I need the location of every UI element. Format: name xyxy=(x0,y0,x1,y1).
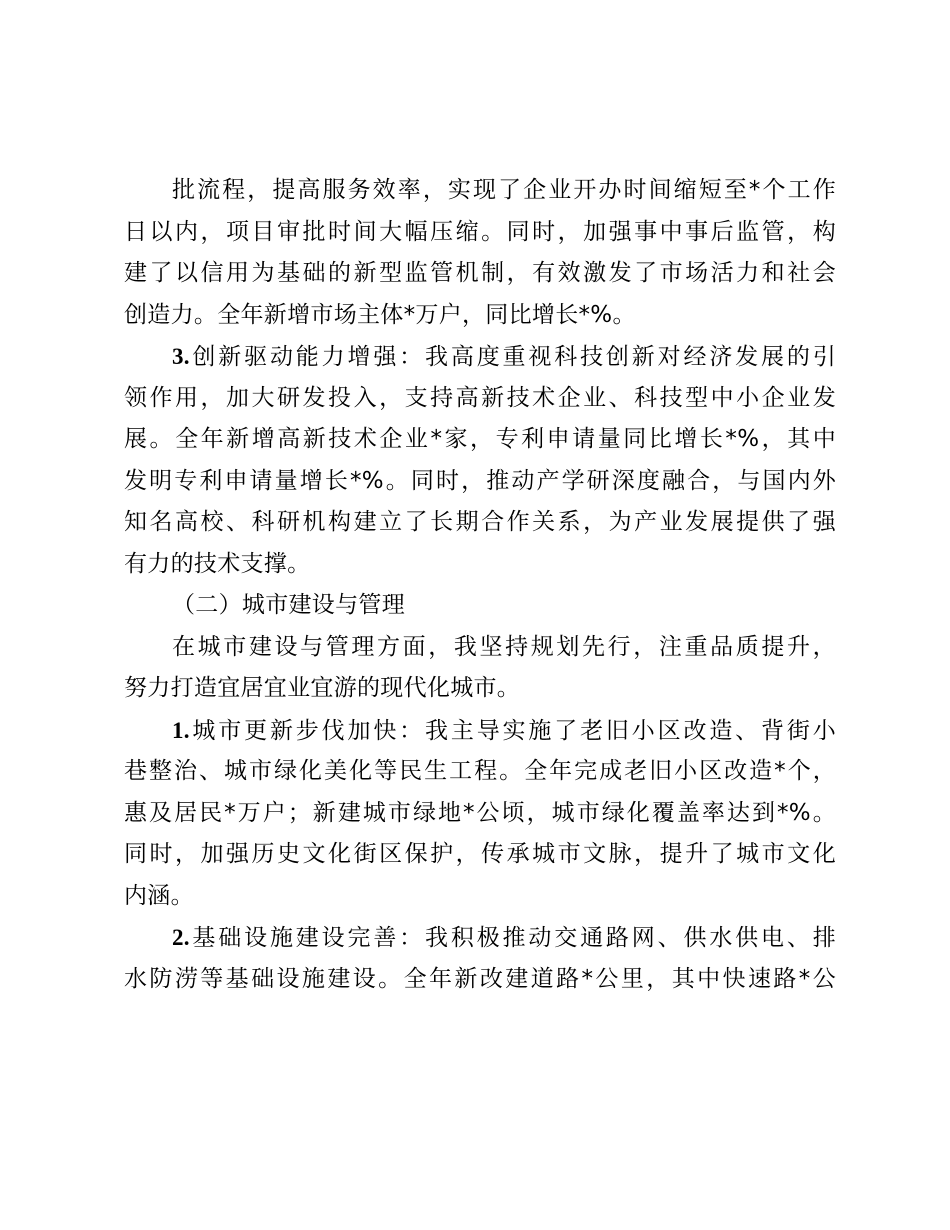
paragraph-urban-intro xyxy=(124,627,836,710)
paragraph-infrastructure xyxy=(124,917,836,1000)
text-line: 发明专利申请量增长*%。同时，推动产学研深度融合，与国内外 xyxy=(124,467,836,494)
text-run: 创新驱动能力增强：我高度重视科技创新对经济发展的引 xyxy=(189,344,836,370)
text-line: 努力打造宜居宜业宜游的现代化城市。 xyxy=(124,675,521,701)
text-line xyxy=(124,917,836,959)
text-line: 领作用，加大研发投入，支持高新技术企业、科技型中小企业发 xyxy=(124,384,836,411)
text-line: 批流程，提高服务效率，实现了企业开办时间缩短至*个工作 xyxy=(172,177,836,203)
text-run: 城市更新步伐加快：我主导实施了老旧小区改造、背街小 xyxy=(189,717,836,744)
text-line xyxy=(124,336,836,378)
text-line: 展。全年新增高新技术企业*家，专利申请量同比增长*%，其中 xyxy=(124,426,836,452)
text-line: 内涵。 xyxy=(124,882,194,909)
section-heading: （二）城市建设与管理 xyxy=(172,592,405,618)
text-line: 在城市建设与管理方面，我坚持规划先行，注重品质提升， xyxy=(172,633,836,660)
paragraph-innovation xyxy=(124,336,836,585)
text-line: 创造力。全年新增市场主体*万户，同比增长*%。 xyxy=(124,301,636,328)
text-line: 巷整治、城市绿化美化等民生工程。全年完成老旧小区改造*个， xyxy=(124,758,836,784)
paragraph-urban-renewal xyxy=(124,710,836,918)
item-number: 2. xyxy=(172,925,190,950)
item-number: 3. xyxy=(172,344,190,369)
text-line: 同时，加强历史文化街区保护，传承城市文脉，提升了城市文化 xyxy=(124,841,836,867)
item-number: 1. xyxy=(172,717,190,743)
paragraph-approval-process xyxy=(124,170,836,336)
text-line: 惠及居民*万户；新建城市绿地*公顷，城市绿化覆盖率达到*%。 xyxy=(124,799,836,826)
text-run: 基础设施建设完善：我积极推动交通路网、供水供电、排 xyxy=(189,925,836,951)
document-body xyxy=(124,170,836,1000)
text-line: 日以内，项目审批时间大幅压缩。同时，加强事中事后监管，构 xyxy=(124,218,836,245)
text-line: 水防涝等基础设施建设。全年新改建道路*公里，其中快速路*公 xyxy=(124,965,836,992)
text-line xyxy=(124,710,836,752)
text-line: 建了以信用为基础的新型监管机制，有效激发了市场活力和社会 xyxy=(124,260,836,286)
text-line: 知名高校、科研机构建立了长期合作关系，为产业发展提供了强 xyxy=(124,509,836,535)
text-line: 有力的技术支撑。 xyxy=(124,550,311,577)
